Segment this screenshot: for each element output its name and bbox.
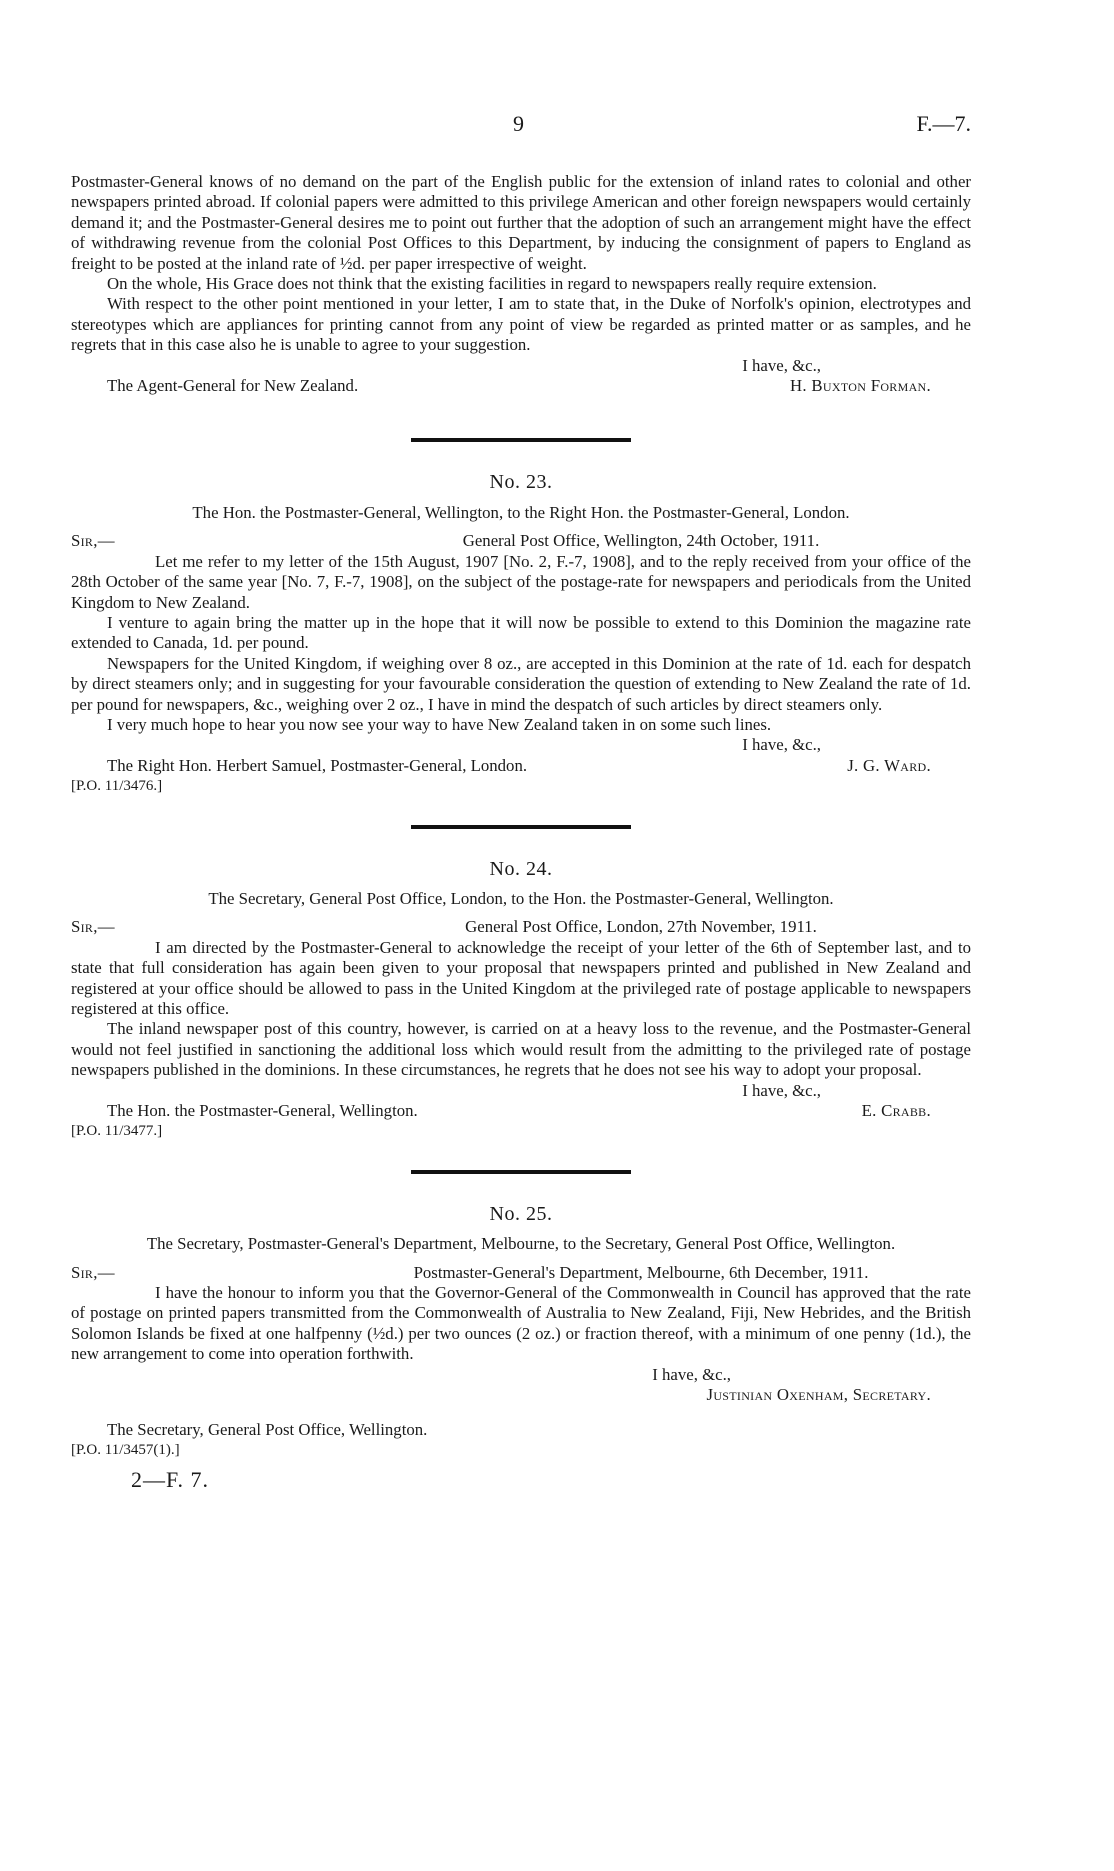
paragraph: I very much hope to hear you now see your way to have New Zealand taken in on some such lines. xyxy=(107,714,772,734)
paragraph: On the whole, His Grace does not think that the existing facilities in regard to newspapers really require extension. xyxy=(107,274,877,294)
salutation-row xyxy=(71,917,971,937)
letter-25 xyxy=(71,1204,971,1460)
closing-row xyxy=(71,1365,971,1385)
addressee: The Agent-General for New Zealand. xyxy=(107,376,359,396)
document-page xyxy=(71,100,971,1491)
closing-row xyxy=(71,356,971,376)
addressee: The Secretary, General Post Office, Wellington. xyxy=(107,1419,428,1439)
signature: Justinian Oxenham, Secretary. xyxy=(706,1385,931,1405)
paragraph: I am directed by the Postmaster-General to acknowledge the receipt of your letter of the 6th of September last, and to state that full consideration has again been given to your proposal that newspapers printed and published in New Zealand and registered at your office should be allowed to pass in the United Kingdom at the privileged rate of postage applicable to newspapers registered at this office. xyxy=(71,937,971,1018)
signature: E. Crabb. xyxy=(861,1101,931,1121)
signature-row xyxy=(71,756,971,776)
signature: H. Buxton Forman. xyxy=(790,376,931,396)
paragraph: With respect to the other point mentioned in your letter, I am to state that, in the Duke of Norfolk's opinion, electrotypes and stereotypes which are appliances for printing cannot from any point of view be regarded as printed matter or as samples, and he regrets that in this case also he is unable to agree to your suggestion. xyxy=(71,294,971,355)
paragraph: Newspapers for the United Kingdom, if weighing over 8 oz., are accepted in this Dominion at the rate of 1d. each for despatch by direct steamers only; and in suggesting for your favourable consideration the question of extending to New Zealand the rate of 1d. per pound for newspapers, &c., weighing over 2 oz., I have in mind the despatch of such articles by direct steamers only. xyxy=(71,653,971,714)
intro-letter-continuation xyxy=(71,172,971,396)
letter-number: No. 23. xyxy=(489,471,553,494)
page-number: 9 xyxy=(513,111,524,136)
signature-row xyxy=(71,376,971,396)
section-divider xyxy=(411,438,631,442)
letter-23 xyxy=(71,472,971,796)
paragraph: Postmaster-General knows of no demand on the part of the English public for the extension of inland rates to colonial and other newspapers printed abroad. If colonial papers were admitted to this privilege American and other foreign newspapers would certainly demand it; and the Postmaster-General desires me to point out further that the adoption of such an arrangement might have the effect of withdrawing revenue from the colonial Post Offices to this Department, by inducing the consignment of papers to England as freight to be posted at the inland rate of ½d. per paper irrespective of weight. xyxy=(71,172,971,273)
letter-title: The Secretary, Postmaster-General's Department, Melbourne, to the Secretary, General Post Office, Wellington. xyxy=(146,1234,896,1254)
salutation-row xyxy=(71,531,971,551)
file-reference: [P.O. 11/3457(1).] xyxy=(71,1441,180,1458)
letter-24 xyxy=(71,859,971,1142)
signature-row xyxy=(71,1385,971,1405)
paragraph: Let me refer to my letter of the 15th August, 1907 [No. 2, F.-7, 1908], and to the reply received from your office of the 28th October of the same year [No. 7, F.-7, 1908], on the subject of the postage-rate for newspapers and periodicals from the United Kingdom to New Zealand. xyxy=(71,551,971,612)
closing: I have, &c., xyxy=(742,355,821,375)
closing: I have, &c., xyxy=(742,1080,821,1100)
section-divider xyxy=(411,1170,631,1174)
sheet-mark: 2—F. 7. xyxy=(131,1467,209,1493)
series-mark: F.—7. xyxy=(916,111,971,136)
addressee: The Hon. the Postmaster-General, Wellington. xyxy=(107,1101,418,1121)
sender-address: General Post Office, Wellington, 24th October, 1911. xyxy=(462,531,820,551)
addressee: The Right Hon. Herbert Samuel, Postmaster-General, London. xyxy=(107,755,528,775)
closing: I have, &c., xyxy=(652,1364,731,1384)
closing: I have, &c., xyxy=(742,735,821,755)
letter-number: No. 25. xyxy=(489,1202,553,1225)
section-divider xyxy=(411,825,631,829)
letter-title: The Hon. the Postmaster-General, Wellington, to the Right Hon. the Postmaster-General, London. xyxy=(192,502,850,522)
closing-row xyxy=(71,735,971,755)
letter-title: The Secretary, General Post Office, London, to the Hon. the Postmaster-General, Wellington. xyxy=(208,888,834,908)
signature-row xyxy=(71,1101,971,1121)
letter-number: No. 24. xyxy=(489,857,553,880)
paragraph: The inland newspaper post of this country, however, is carried on at a heavy loss to the revenue, and the Postmaster-General would not feel justified in sanctioning the additional loss which would result from the admitting to the privileged rate of postage newspapers published in the dominions. In these circumstances, he regrets that he does not see his way to adopt your proposal. xyxy=(71,1019,971,1080)
file-reference: [P.O. 11/3477.] xyxy=(71,1123,163,1140)
paragraph: I have the honour to inform you that the Governor-General of the Commonwealth in Council has approved that the rate of postage on printed papers transmitted from the Commonwealth of Australia to New Zealand, Fiji, New Hebrides, and the British Solomon Islands be fixed at one halfpenny (½d.) per two ounces (2 oz.) or fraction thereof, with a minimum of one penny (1d.), the new arrangement to come into operation forthwith. xyxy=(71,1283,971,1364)
sender-address: General Post Office, London, 27th November, 1911. xyxy=(465,917,817,937)
salutation: Sir,— xyxy=(71,1262,115,1282)
page-header xyxy=(71,111,971,146)
sender-address: Postmaster-General's Department, Melbourne, 6th December, 1911. xyxy=(413,1262,869,1282)
salutation: Sir,— xyxy=(71,917,115,937)
signature: J. G. Ward. xyxy=(847,755,931,775)
salutation-row xyxy=(71,1263,971,1283)
closing-row xyxy=(71,1081,971,1101)
salutation: Sir,— xyxy=(71,531,115,551)
file-reference: [P.O. 11/3476.] xyxy=(71,778,163,795)
paragraph: I venture to again bring the matter up in the hope that it will now be possible to extend to this Dominion the magazine rate extended to Canada, 1d. per pound. xyxy=(71,612,971,653)
